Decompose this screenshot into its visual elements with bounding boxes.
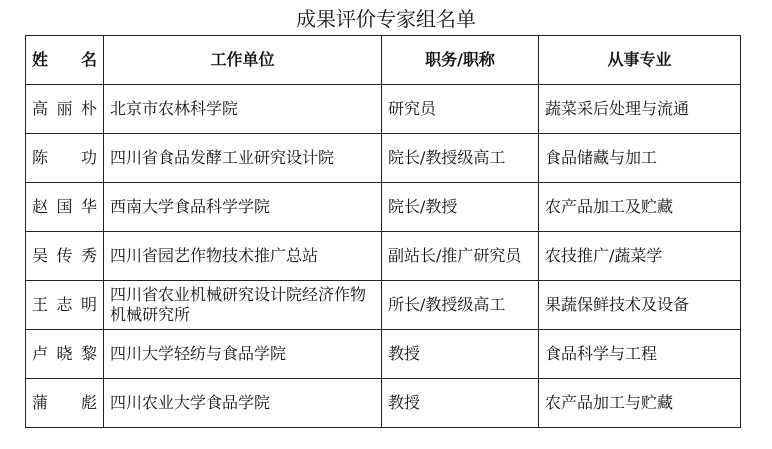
expert-specialty: 农技推广/蔬菜学 <box>539 232 741 281</box>
expert-position: 研究员 <box>382 85 539 134</box>
expert-position: 教授 <box>382 330 539 379</box>
expert-list-table <box>25 35 741 428</box>
expert-specialty: 果蔬保鲜技术及设备 <box>539 281 741 330</box>
expert-specialty: 农产品加工及贮藏 <box>539 183 741 232</box>
page-title: 成果评价专家组名单 <box>296 7 476 31</box>
expert-specialty: 食品科学与工程 <box>539 330 741 379</box>
table-row <box>26 232 741 281</box>
expert-position: 院长/教授 <box>382 183 539 232</box>
expert-name: 赵国华 <box>26 183 104 232</box>
expert-unit: 四川农业大学食品学院 <box>104 379 382 428</box>
expert-unit: 北京市农林科学院 <box>104 85 382 134</box>
expert-name: 高丽朴 <box>26 85 104 134</box>
expert-position: 所长/教授级高工 <box>382 281 539 330</box>
expert-position: 院长/教授级高工 <box>382 134 539 183</box>
table-row <box>26 183 741 232</box>
expert-unit: 四川省食品发酵工业研究设计院 <box>104 134 382 183</box>
expert-specialty: 食品储藏与加工 <box>539 134 741 183</box>
expert-position: 副站长/推广研究员 <box>382 232 539 281</box>
column-header-specialty: 从事专业 <box>539 36 741 85</box>
column-header-unit: 工作单位 <box>104 36 382 85</box>
table-row <box>26 134 741 183</box>
column-header-position: 职务/职称 <box>382 36 539 85</box>
expert-specialty: 农产品加工与贮藏 <box>539 379 741 428</box>
expert-unit: 四川省园艺作物技术推广总站 <box>104 232 382 281</box>
expert-name: 陈 功 <box>26 134 104 183</box>
table-row <box>26 379 741 428</box>
table-row <box>26 85 741 134</box>
expert-name: 卢晓黎 <box>26 330 104 379</box>
expert-name: 王志明 <box>26 281 104 330</box>
expert-unit: 西南大学食品科学学院 <box>104 183 382 232</box>
expert-specialty: 蔬菜采后处理与流通 <box>539 85 741 134</box>
table-row <box>26 330 741 379</box>
expert-unit: 四川省农业机械研究设计院经济作物机械研究所 <box>104 281 382 330</box>
expert-position: 教授 <box>382 379 539 428</box>
expert-unit: 四川大学轻纺与食品学院 <box>104 330 382 379</box>
expert-name: 吴传秀 <box>26 232 104 281</box>
table-row <box>26 281 741 330</box>
column-header-name: 姓 名 <box>26 36 104 85</box>
expert-name: 蒲 彪 <box>26 379 104 428</box>
table-header-row <box>26 36 741 85</box>
